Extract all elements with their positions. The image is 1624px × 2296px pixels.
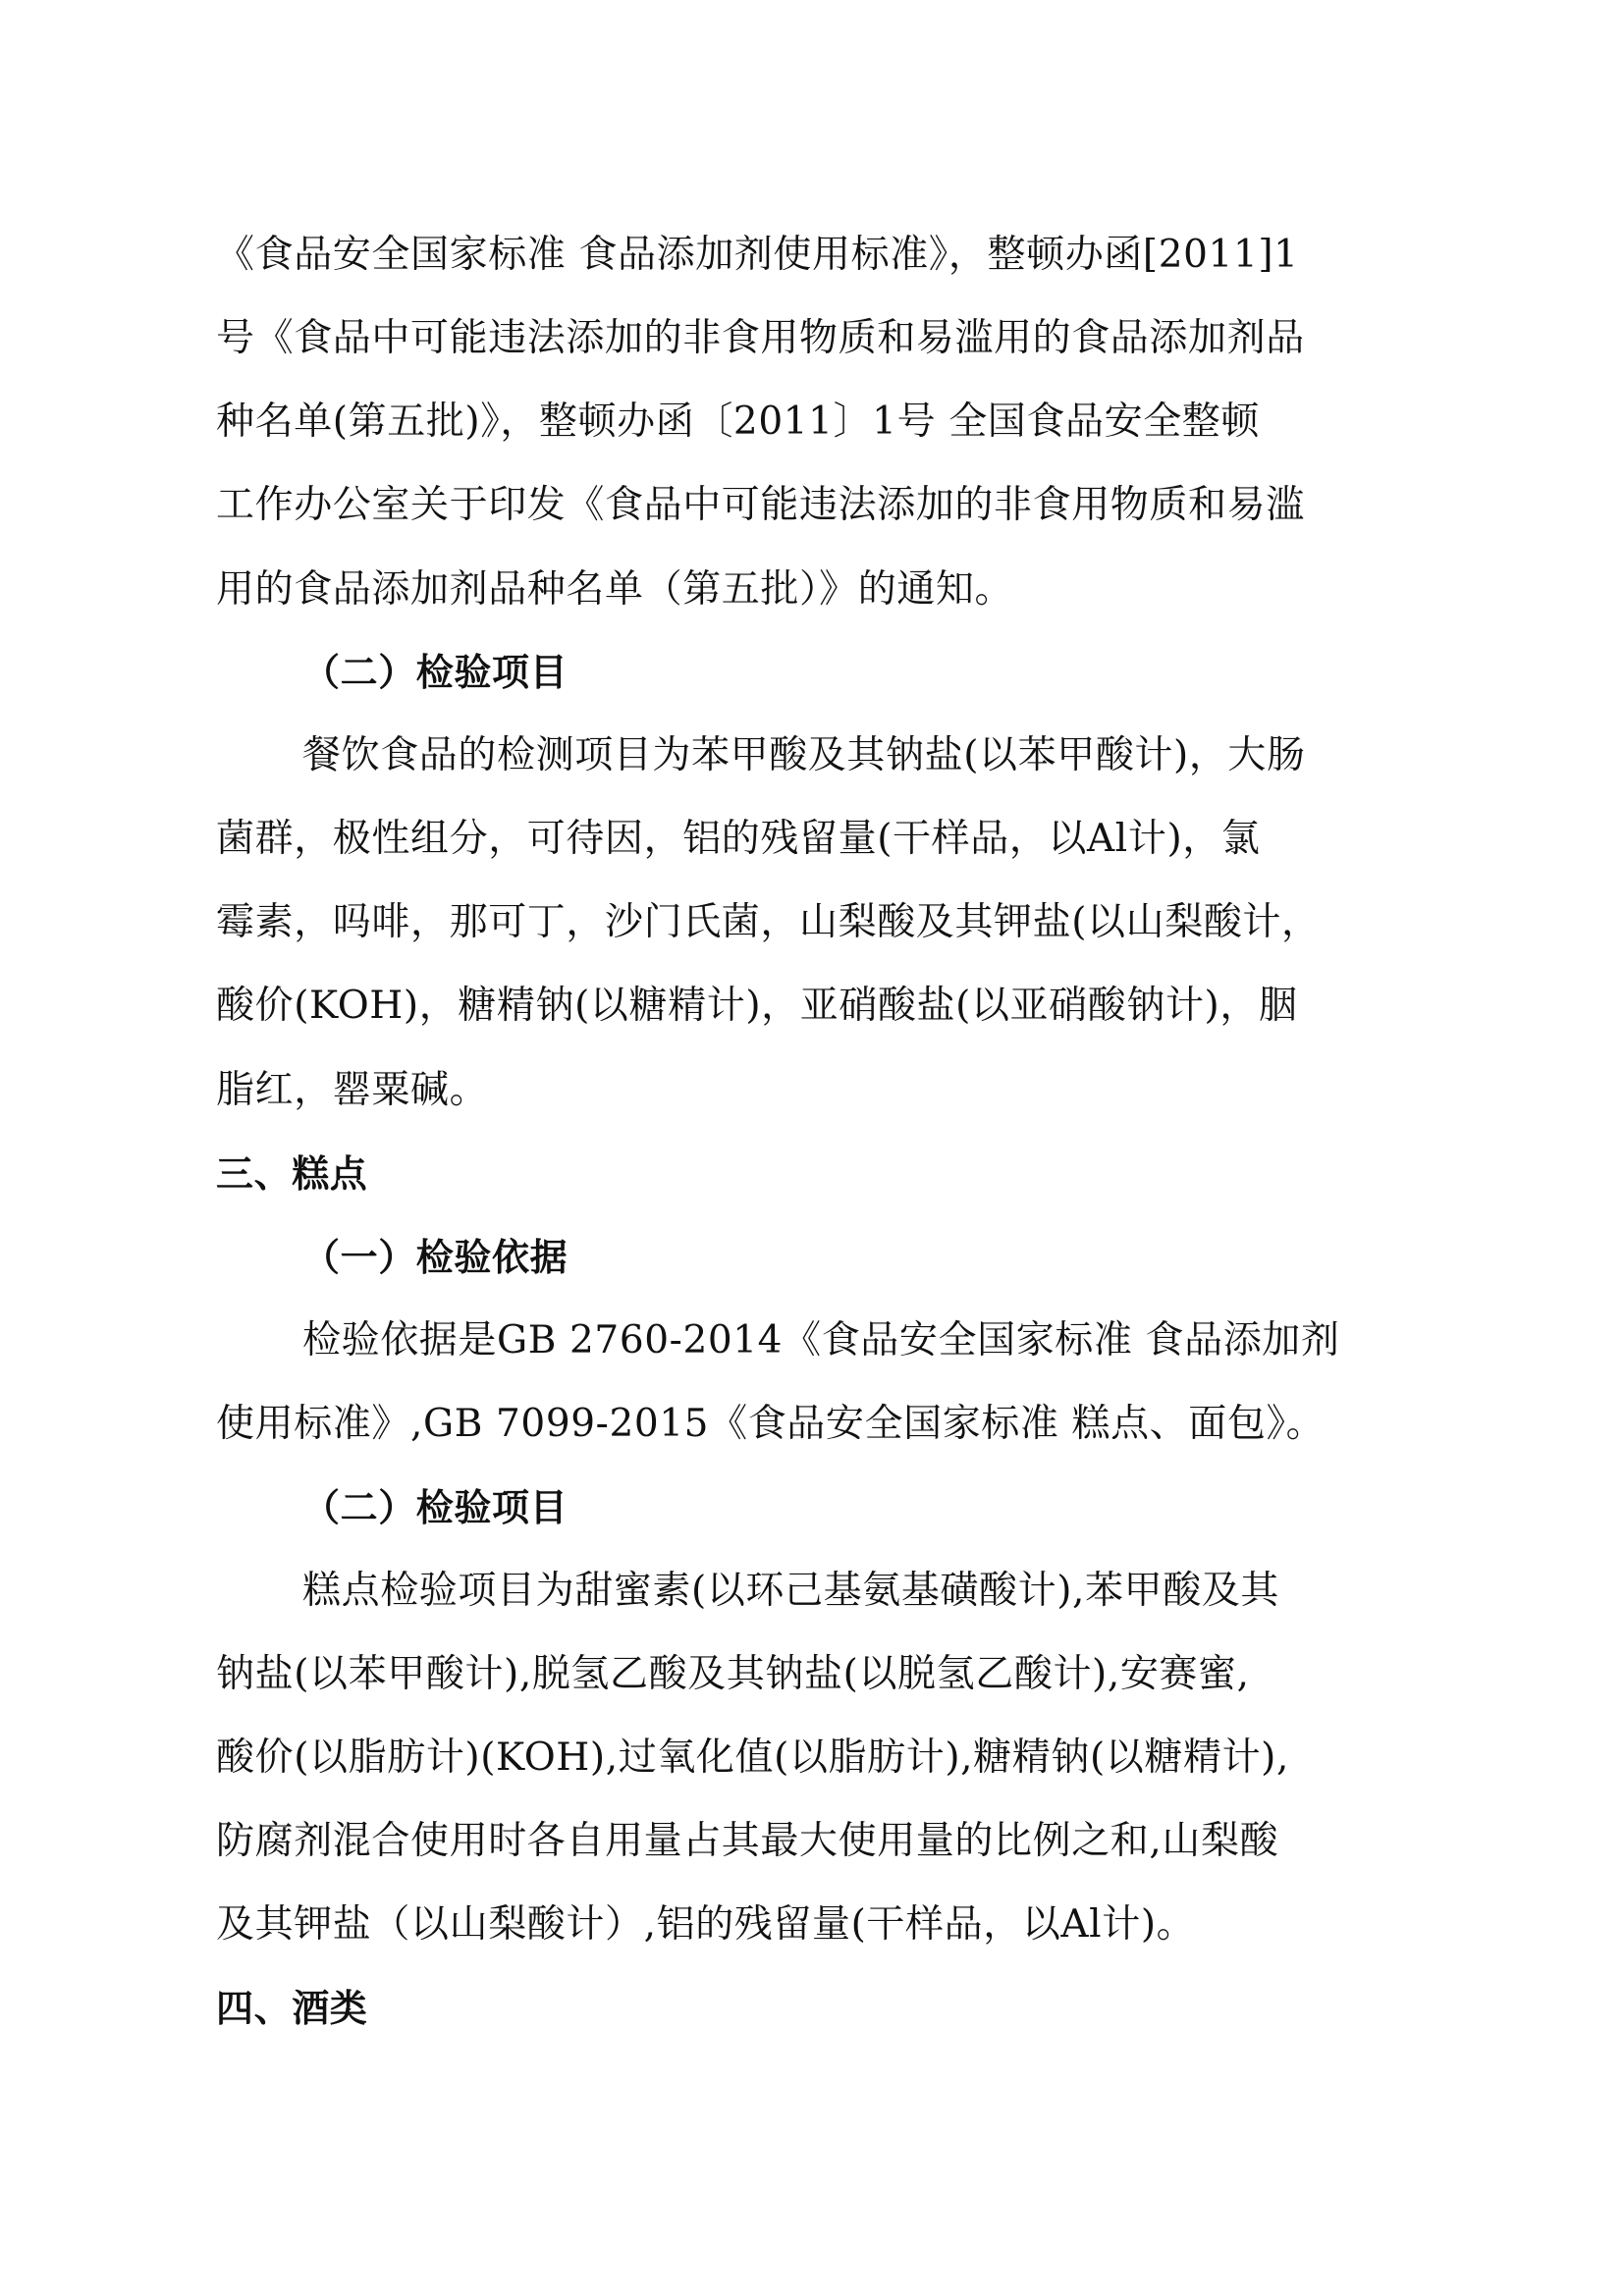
paragraph-line: 号《食品中可能违法添加的非食用物质和易滥用的食品添加剂品 bbox=[216, 316, 1305, 360]
section-heading: 三、糕点 bbox=[216, 1152, 368, 1196]
section-heading: 四、酒类 bbox=[216, 1987, 368, 2030]
subsection-heading: （二）检验项目 bbox=[302, 1486, 568, 1529]
paragraph-line: 防腐剂混合使用时各自用量占其最大使用量的比例之和,山梨酸 bbox=[216, 1819, 1279, 1863]
paragraph-line: 检验依据是GB 2760-2014《食品安全国家标准 食品添加剂 bbox=[302, 1318, 1340, 1362]
paragraph-line: 菌群，极性组分，可待因，铝的残留量(干样品，以Al计)，氯 bbox=[216, 817, 1261, 861]
subsection-heading: （一）检验依据 bbox=[302, 1236, 568, 1279]
paragraph-line: 工作办公室关于印发《食品中可能违法添加的非食用物质和易滥 bbox=[216, 483, 1305, 527]
paragraph-line: 《食品安全国家标准 食品添加剂使用标准》，整顿办函[2011]1 bbox=[216, 233, 1299, 277]
paragraph-line: 脂红，罂粟碱。 bbox=[216, 1068, 489, 1112]
paragraph-line: 用的食品添加剂品种名单（第五批）》的通知。 bbox=[216, 567, 1014, 612]
paragraph-line: 种名单(第五批)》，整顿办函〔2011〕1号 全国食品安全整顿 bbox=[216, 400, 1260, 444]
subsection-heading: （二）检验项目 bbox=[302, 651, 568, 694]
paragraph-line: 酸价(以脂肪计)(KOH),过氧化值(以脂肪计),糖精钠(以糖精计), bbox=[216, 1735, 1289, 1780]
paragraph-line: 糕点检验项目为甜蜜素(以环己基氨基磺酸计),苯甲酸及其 bbox=[302, 1569, 1280, 1613]
paragraph-line: 酸价(KOH)，糖精钠(以糖精计)，亚硝酸盐(以亚硝酸钠计)，胭 bbox=[216, 984, 1298, 1028]
paragraph-line: 钠盐(以苯甲酸计),脱氢乙酸及其钠盐(以脱氢乙酸计),安赛蜜, bbox=[216, 1652, 1250, 1696]
paragraph-line: 使用标准》,GB 7099-2015《食品安全国家标准 糕点、面包》。 bbox=[216, 1402, 1326, 1446]
paragraph-line: 及其钾盐（以山梨酸计）,铝的残留量(干样品，以Al计)。 bbox=[216, 1902, 1196, 1947]
paragraph-line: 霉素，吗啡，那可丁，沙门氏菌，山梨酸及其钾盐(以山梨酸计， bbox=[216, 900, 1321, 944]
paragraph-line: 餐饮食品的检测项目为苯甲酸及其钠盐(以苯甲酸计)，大肠 bbox=[302, 733, 1306, 777]
